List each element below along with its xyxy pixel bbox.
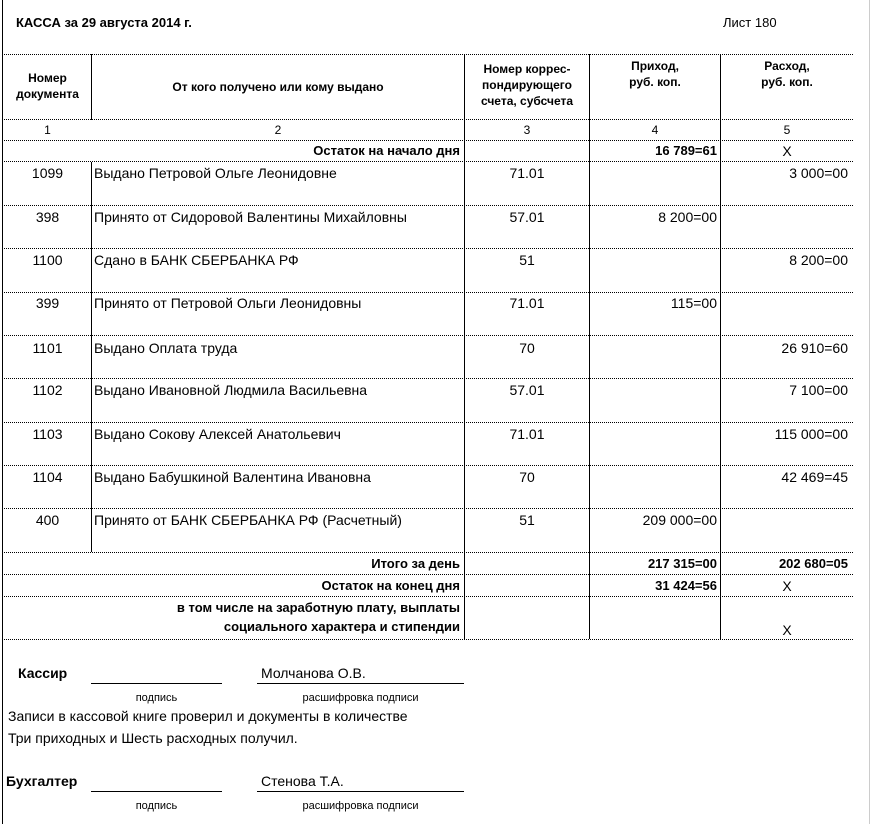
table-bottom-line xyxy=(4,639,853,640)
col-divider xyxy=(589,54,590,639)
closing-bottom-line xyxy=(4,596,853,597)
row-expense: 42 469=45 xyxy=(781,469,848,485)
row-desc: Сдано в БАНК СБЕРБАНКА РФ xyxy=(94,252,299,268)
row-desc: Выдано Сокову Алексей Анатольевич xyxy=(94,426,341,442)
header-from-to: От кого получено или кому выдано xyxy=(172,80,384,94)
cashier-label: Кассир xyxy=(18,665,68,681)
closing-expense: X xyxy=(782,578,792,594)
row-desc: Выдано Оплата труда xyxy=(94,340,238,356)
header-line: Номер xyxy=(28,71,67,85)
col-number: 2 xyxy=(274,123,282,137)
incl-line2: социального характера и стипендии xyxy=(223,619,460,634)
row-doc: 399 xyxy=(35,295,60,311)
row-account: 70 xyxy=(519,340,535,356)
row-expense: 8 200=00 xyxy=(789,252,848,268)
incl-expense: X xyxy=(782,622,792,638)
header-line: счета, субсчета xyxy=(480,94,574,108)
row-desc: Выдано Петровой Ольге Леонидовне xyxy=(94,165,337,181)
header-line: руб. коп. xyxy=(629,75,681,89)
accountant-name: Стенова Т.А. xyxy=(261,773,344,789)
header-line: документа xyxy=(16,87,79,101)
col-divider xyxy=(91,162,92,552)
incl-line1: в том числе на заработную плату, выплаты xyxy=(176,600,460,615)
col-number: 4 xyxy=(651,123,659,137)
closing-label: Остаток на конец дня xyxy=(321,578,460,593)
header-bottom-line xyxy=(4,119,853,120)
cashier-sign-caption: подпись xyxy=(135,692,178,704)
accountant-name-line xyxy=(257,791,464,792)
cashier-name: Молчанова О.В. xyxy=(261,665,366,681)
check-text-line2: Три приходных и Шесть расходных получил. xyxy=(8,730,298,746)
header-doc-number xyxy=(4,70,91,102)
page-left-border xyxy=(2,0,3,824)
row-account: 57.01 xyxy=(509,209,545,225)
row-desc: Принято от Сидоровой Валентины Михайловны xyxy=(94,209,407,225)
row-doc: 1100 xyxy=(32,252,63,268)
row-desc: Принято от Петровой Ольги Леонидовны xyxy=(94,295,362,311)
row-doc: 1104 xyxy=(32,469,63,485)
row-doc: 1102 xyxy=(32,382,63,398)
header-line: руб. коп. xyxy=(761,75,813,89)
row-account: 71.01 xyxy=(509,165,545,181)
header-line: Номер коррес- xyxy=(483,62,571,76)
row-expense: 115 000=00 xyxy=(774,426,848,442)
row-account: 71.01 xyxy=(509,426,545,442)
table-top-line xyxy=(4,54,853,55)
row-account: 57.01 xyxy=(509,382,545,398)
row-line xyxy=(4,552,853,553)
total-income: 217 315=00 xyxy=(647,556,717,571)
row-line xyxy=(4,335,853,336)
page-title: КАССА за 29 августа 2014 г. xyxy=(16,15,192,30)
accountant-label: Бухгалтер xyxy=(6,773,78,789)
row-expense: 7 100=00 xyxy=(789,382,848,398)
cashier-name-line xyxy=(257,683,464,684)
total-expense: 202 680=05 xyxy=(778,556,848,571)
row-desc: Выдано Ивановной Людмила Васильевна xyxy=(94,382,368,398)
row-line xyxy=(4,292,853,293)
accountant-sign-line xyxy=(91,791,222,792)
opening-expense: X xyxy=(782,143,792,159)
col-number: 5 xyxy=(783,123,791,137)
col-number: 1 xyxy=(44,123,51,137)
sheet-number: Лист 180 xyxy=(723,15,777,30)
row-account: 70 xyxy=(519,469,535,485)
row-doc: 400 xyxy=(35,512,60,528)
page-right-border xyxy=(869,0,870,824)
header-line: Приход, xyxy=(631,59,679,73)
row-income: 209 000=00 xyxy=(642,512,717,528)
row-doc: 398 xyxy=(35,209,60,225)
row-line xyxy=(4,378,853,379)
row-income: 115=00 xyxy=(670,295,717,311)
opening-income: 16 789=61 xyxy=(655,143,717,158)
cashier-decode-caption: расшифровка подписи xyxy=(302,692,419,704)
row-expense: 26 910=60 xyxy=(781,340,848,356)
row-line xyxy=(4,205,853,206)
accountant-sign-caption: подпись xyxy=(135,800,178,812)
row-income: 8 200=00 xyxy=(658,209,717,225)
closing-income: 31 424=56 xyxy=(655,578,717,593)
header-expense xyxy=(721,58,853,90)
row-line xyxy=(4,248,853,249)
col-numbers-bottom-line xyxy=(4,140,853,141)
total-label: Итого за день xyxy=(371,556,460,571)
header-line: пондирующего xyxy=(482,78,572,92)
col-number: 3 xyxy=(523,123,531,137)
cashier-sign-line xyxy=(91,683,222,684)
accountant-decode-caption: расшифровка подписи xyxy=(302,800,419,812)
row-expense: 3 000=00 xyxy=(789,165,848,181)
row-doc: 1101 xyxy=(32,340,63,356)
row-account: 51 xyxy=(519,512,535,528)
row-account: 71.01 xyxy=(509,295,545,311)
opening-bottom-line xyxy=(4,161,853,162)
header-income xyxy=(590,58,720,90)
row-line xyxy=(4,508,853,509)
check-text-line1: Записи в кассовой книге проверил и документы в количестве xyxy=(8,708,408,724)
total-bottom-line xyxy=(4,574,853,575)
row-line xyxy=(4,422,853,423)
opening-label: Остаток на начало дня xyxy=(313,143,460,158)
row-doc: 1099 xyxy=(31,165,64,181)
header-line: Расход, xyxy=(764,59,810,73)
row-doc: 1103 xyxy=(32,426,63,442)
header-account xyxy=(465,61,589,109)
row-line xyxy=(4,465,853,466)
row-desc: Принято от БАНК СБЕРБАНКА РФ (Расчетный) xyxy=(94,512,402,528)
row-desc: Выдано Бабушкиной Валентина Ивановна xyxy=(94,469,371,485)
row-account: 51 xyxy=(519,252,535,268)
